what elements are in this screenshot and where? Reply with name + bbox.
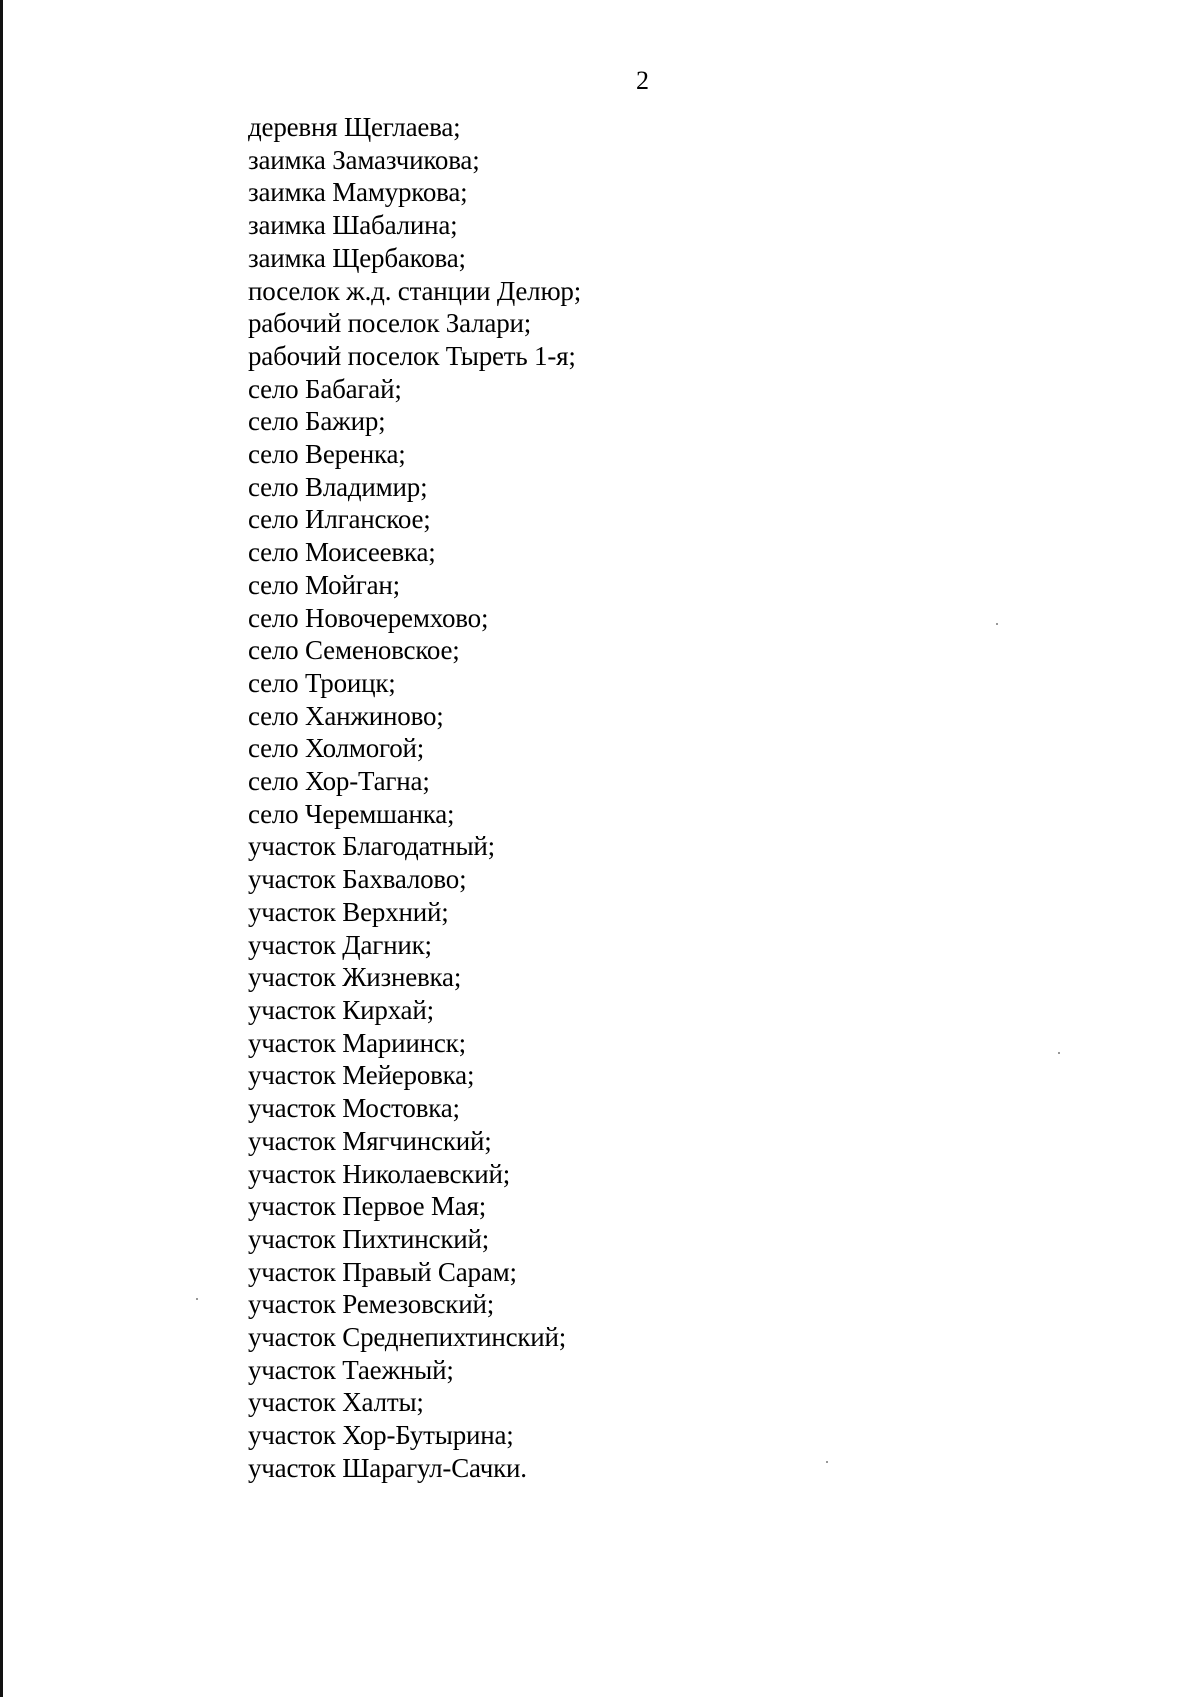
list-item: село Хор-Тагна; — [248, 766, 430, 797]
list-item: участок Кирхай; — [248, 994, 434, 1025]
list-item: участок Среднепихтинский; — [248, 1322, 567, 1353]
list-item: участок Жизневка; — [248, 962, 462, 993]
list-item: участок Бахвалово; — [248, 864, 467, 895]
list-item: село Моисеевка; — [248, 537, 436, 568]
list-item: участок Правый Сарам; — [248, 1256, 517, 1287]
list-item: село Ханжиново; — [248, 700, 444, 731]
list-item: село Бажир; — [248, 406, 386, 437]
list-item: участок Халты; — [248, 1387, 424, 1418]
scan-speck — [996, 623, 998, 625]
list-item: село Мойган; — [248, 569, 400, 600]
list-item: участок Николаевский; — [248, 1158, 511, 1189]
list-item: село Бабагай; — [248, 373, 402, 404]
list-item: село Черемшанка; — [248, 798, 455, 829]
list-item: участок Мостовка; — [248, 1093, 460, 1124]
list-item: село Троицк; — [248, 667, 396, 698]
list-item: участок Первое Мая; — [248, 1191, 487, 1222]
list-item: заимка Щербакова; — [248, 242, 466, 273]
list-item: участок Мариинск; — [248, 1027, 466, 1058]
list-item: заимка Шабалина; — [248, 210, 458, 241]
list-item: заимка Замазчикова; — [248, 144, 480, 175]
list-item: рабочий поселок Залари; — [248, 308, 532, 339]
list-item: участок Мягчинский; — [248, 1125, 492, 1156]
scan-left-edge — [0, 0, 3, 1697]
list-item: участок Дагник; — [248, 929, 432, 960]
scan-speck — [826, 1461, 828, 1463]
list-item: участок Шарагул-Сачки. — [248, 1452, 527, 1483]
list-item: участок Благодатный; — [248, 831, 495, 862]
list-item: участок Ремезовский; — [248, 1289, 495, 1320]
list-item: участок Пихтинский; — [248, 1223, 490, 1254]
list-item: участок Верхний; — [248, 896, 449, 927]
list-item: участок Мейеровка; — [248, 1060, 475, 1091]
list-item: участок Хор-Бутырина; — [248, 1420, 514, 1451]
list-item: село Веренка; — [248, 439, 406, 470]
list-item: село Новочеремхово; — [248, 602, 489, 633]
scan-speck — [196, 1298, 198, 1300]
list-item: рабочий поселок Тыреть 1-я; — [248, 340, 576, 371]
list-item: деревня Щеглаева; — [248, 112, 461, 142]
list-item: поселок ж.д. станции Делюр; — [248, 275, 582, 306]
list-item: заимка Мамуркова; — [248, 177, 468, 208]
list-item: участок Таежный; — [248, 1354, 454, 1385]
scan-speck — [1058, 1052, 1060, 1054]
page-number: 2 — [636, 66, 649, 95]
list-item: село Владимир; — [248, 471, 428, 502]
list-item: село Илганское; — [248, 504, 431, 535]
list-item: село Семеновское; — [248, 635, 460, 666]
list-item: село Холмогой; — [248, 733, 425, 764]
settlement-list — [248, 111, 581, 1485]
